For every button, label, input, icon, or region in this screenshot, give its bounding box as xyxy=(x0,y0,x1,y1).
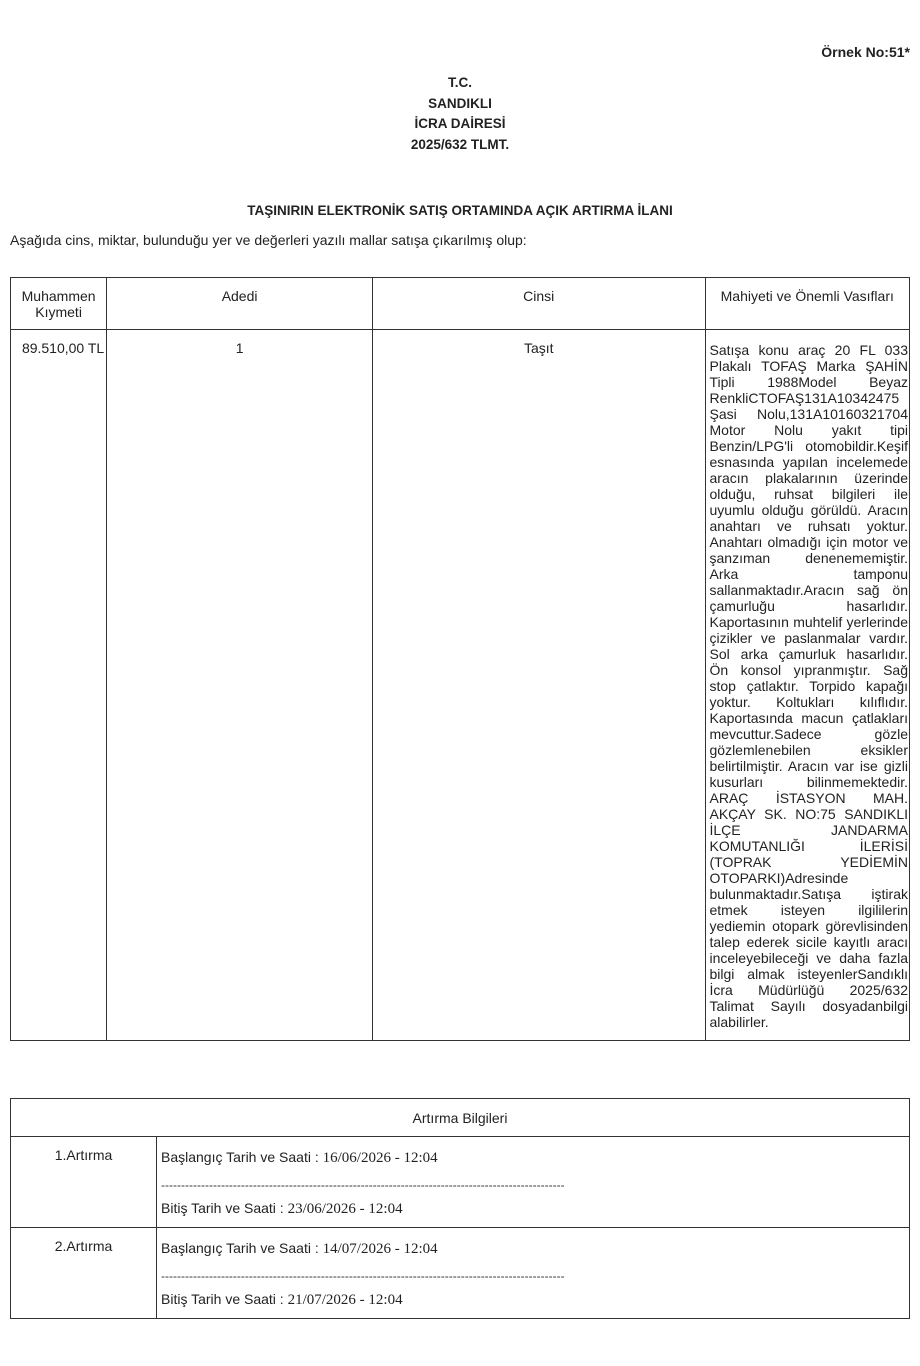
item-value: 89.510,00 TL xyxy=(11,330,107,1041)
header-line-office: İCRA DAİRESİ xyxy=(414,116,506,131)
auction-heading: Artırma Bilgileri xyxy=(11,1099,910,1137)
auction-table xyxy=(10,1098,910,1319)
header-quantity: Adedi xyxy=(107,278,373,330)
header-line-file-no: 2025/632 TLMT. xyxy=(410,136,510,152)
item-description: Satışa konu araç 20 FL 033 Plakalı TOFAŞ Marka ŞAHİN Tipli 1988Model Beyaz RenkliCTOFAŞ131A10342475 Şasi Nolu,131A10160321704 Motor Nolu yakıt tipi Benzin/LPG'li otomobildir.Keşif esnasında yapılan incelemede aracın plakalarının üzerinde olduğu, ruhsat bilgileri ile uyumlu olduğu görüldü. Aracın anahtarı ve ruhsatı yoktur. Anahtarı olmadığı için motor ve şanzıman denenememiştir. Arka tamponu sallanmaktadır.Aracın sağ ön çamurluğu hasarlıdır. Kaportasının muhtelif yerlerinde çizikler ve paslanmalar vardır. Sol arka çamurluk hasarlıdır. Ön konsol yıpranmıştır. Sağ stop çatlaktır. Torpido kapağı yoktur. Koltukları kılıflıdır. Kaportasında macun çatlakları mevcuttur.Sadece gözle gözlemlenebilen eksikler belirtilmiştir. Aracın var ise gizli kusurları bilinmemektedir. ARAÇ İSTASYON MAH. AKÇAY SK. NO:75 SANDIKLI İLÇE JANDARMA KOMUTANLIĞI İLERİSİ (TOPRAK YEDİEMİN OTOPARKI)Adresinde bulunmaktadır.Satışa iştirak etmek isteyen ilgililerin yediemin otopark görevlisinden talep ederek sicile kayıtlı aracı inceleyebileceği ve daha fazla bilgi almak isteyenlerSandıklı İcra Müdürlüğü 2025/632 Talimat Sayılı dosyadanbilgi alabilirler. xyxy=(705,330,910,1041)
start-value: 14/07/2026 - 12:04 xyxy=(322,1241,438,1257)
auction-round-label: 1.Artırma xyxy=(11,1137,157,1228)
intro-text: Aşağıda cins, miktar, bulunduğu yer ve değerleri yazılı mallar satışa çıkarılmış olup: xyxy=(10,232,527,248)
auction-round-info xyxy=(157,1228,910,1319)
end-label: Bitiş Tarih ve Saati : xyxy=(161,1200,288,1216)
item-quantity: 1 xyxy=(107,330,373,1041)
start-value: 16/06/2026 - 12:04 xyxy=(322,1150,438,1166)
auction-header-row xyxy=(11,1099,910,1137)
end-value: 23/06/2026 - 12:04 xyxy=(287,1201,403,1217)
page-title: TAŞINIRIN ELEKTRONİK SATIŞ ORTAMINDA AÇIK ARTIRMA İLANI xyxy=(247,203,673,218)
separator-line: ----------------------------------------------------------------------------------------------------- xyxy=(161,1178,565,1192)
table-row xyxy=(11,330,910,1041)
sample-number: Örnek No:51* xyxy=(821,44,910,60)
auction-round-info xyxy=(157,1137,910,1228)
auction-round-label: 2.Artırma xyxy=(11,1228,157,1319)
separator-line: ----------------------------------------------------------------------------------------------------- xyxy=(161,1269,565,1283)
end-value: 21/07/2026 - 12:04 xyxy=(287,1292,403,1308)
header-line-tc: T.C. xyxy=(447,75,472,90)
auction-round-row xyxy=(11,1228,910,1319)
header-type: Cinsi xyxy=(372,278,705,330)
start-datetime xyxy=(161,1238,905,1259)
item-type: Taşıt xyxy=(372,330,705,1041)
items-header-row xyxy=(11,278,910,330)
start-label: Başlangıç Tarih ve Saati : xyxy=(161,1240,323,1256)
header-line-city: SANDIKLI xyxy=(428,95,492,111)
auction-round-row xyxy=(11,1137,910,1228)
end-datetime xyxy=(161,1289,905,1310)
header-estimated-value: Muhammen Kıymeti xyxy=(11,278,107,330)
start-datetime xyxy=(161,1147,905,1168)
court-header xyxy=(0,73,920,155)
end-label: Bitiş Tarih ve Saati : xyxy=(161,1291,288,1307)
end-datetime xyxy=(161,1198,905,1219)
start-label: Başlangıç Tarih ve Saati : xyxy=(161,1149,323,1165)
header-description: Mahiyeti ve Önemli Vasıfları xyxy=(705,278,910,330)
items-table xyxy=(10,277,910,1041)
